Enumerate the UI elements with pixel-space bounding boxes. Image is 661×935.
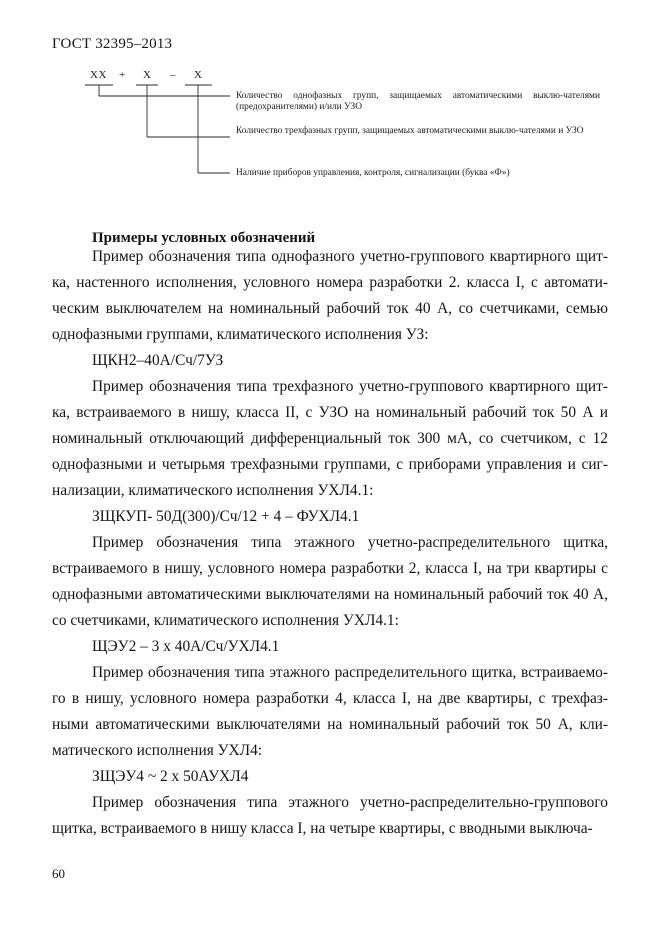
code-part-x1: Х	[143, 69, 152, 81]
examples-body	[52, 244, 608, 842]
example-3-text: Пример обозначения типа этажного учетно-распределительного щитка, встраиваемого в нишу, условного номера разработки 2, класса I, на три квартиры с однофазными автоматическими выключателями на номинальный рабочий ток 40 А, со счетчиками, климатического исполнения УХЛ4.1:	[52, 534, 608, 629]
diagram-label-three-phase: Количество трехфазных групп, защищаемых автоматическими выклю-чателями и УЗО	[236, 126, 584, 136]
example-2-code: ЗЩКУП- 50Д(300)/Сч/12 + 4 – ФУХЛ4.1	[92, 508, 360, 525]
example-2-text: Пример обозначения типа трехфазного учетно-группового квартирного щит-ка, встраиваемого в нишу, класса II, с УЗО на номинальный рабочий ток 50 А и номинальный отключающий дифференциальный ток 300 мА, со счетчиком, с 12 однофазными и четырьмя трехфазными группами, с приборами управления и сиг-нализации, климатического исполнения УХЛ4.1:	[52, 378, 608, 499]
example-1-code: ЩКН2–40А/Сч/7УЗ	[92, 352, 224, 369]
document-header: ГОСТ 32395–2013	[52, 36, 173, 52]
example-4-text: Пример обозначения типа этажного распределительного щитка, встраиваемо-го в нишу, условного номера разработки 4, класса I, на две квартиры, с трехфаз-ными автоматическими выключателями на номинальный рабочий ток 50 А, кли-матического исполнения УХЛ4:	[52, 664, 608, 759]
code-part-x2: Х	[194, 69, 203, 81]
example-5-text: Пример обозначения типа этажного учетно-распределительно-группового щитка, встраиваемого в нишу класса I, на четыре квартиры, с вводными выключа-	[52, 794, 608, 837]
page-number: 60	[52, 866, 65, 881]
example-1-text: Пример обозначения типа однофазного учетно-группового квартирного щит-ка, настенного исполнения, условного номера разработки 2. класса I, с автомати-ческим выключателем на номинальный рабочий ток 40 А, со счетчиками, семью однофазными группами, климатического исполнения УЗ:	[52, 248, 608, 343]
code-part-xx: ХХ	[90, 69, 107, 81]
example-3-code: ЩЭУ2 – 3 х 40А/Сч/УХЛ4.1	[92, 638, 280, 655]
diagram-label-control-devices: Наличие приборов управления, контроля, сигнализации (буква «Ф»)	[236, 168, 510, 178]
diagram-label-single-phase: Количество однофазных групп, защищаемых автоматическими выклю-чателями (предохранителями) и/или УЗО	[236, 91, 600, 112]
section-heading: Примеры условных обозначений	[92, 230, 316, 246]
code-part-plus: +	[119, 69, 126, 81]
example-4-code: ЗЩЭУ4 ~ 2 х 50АУХЛ4	[92, 768, 249, 785]
code-part-dash: –	[170, 69, 176, 81]
